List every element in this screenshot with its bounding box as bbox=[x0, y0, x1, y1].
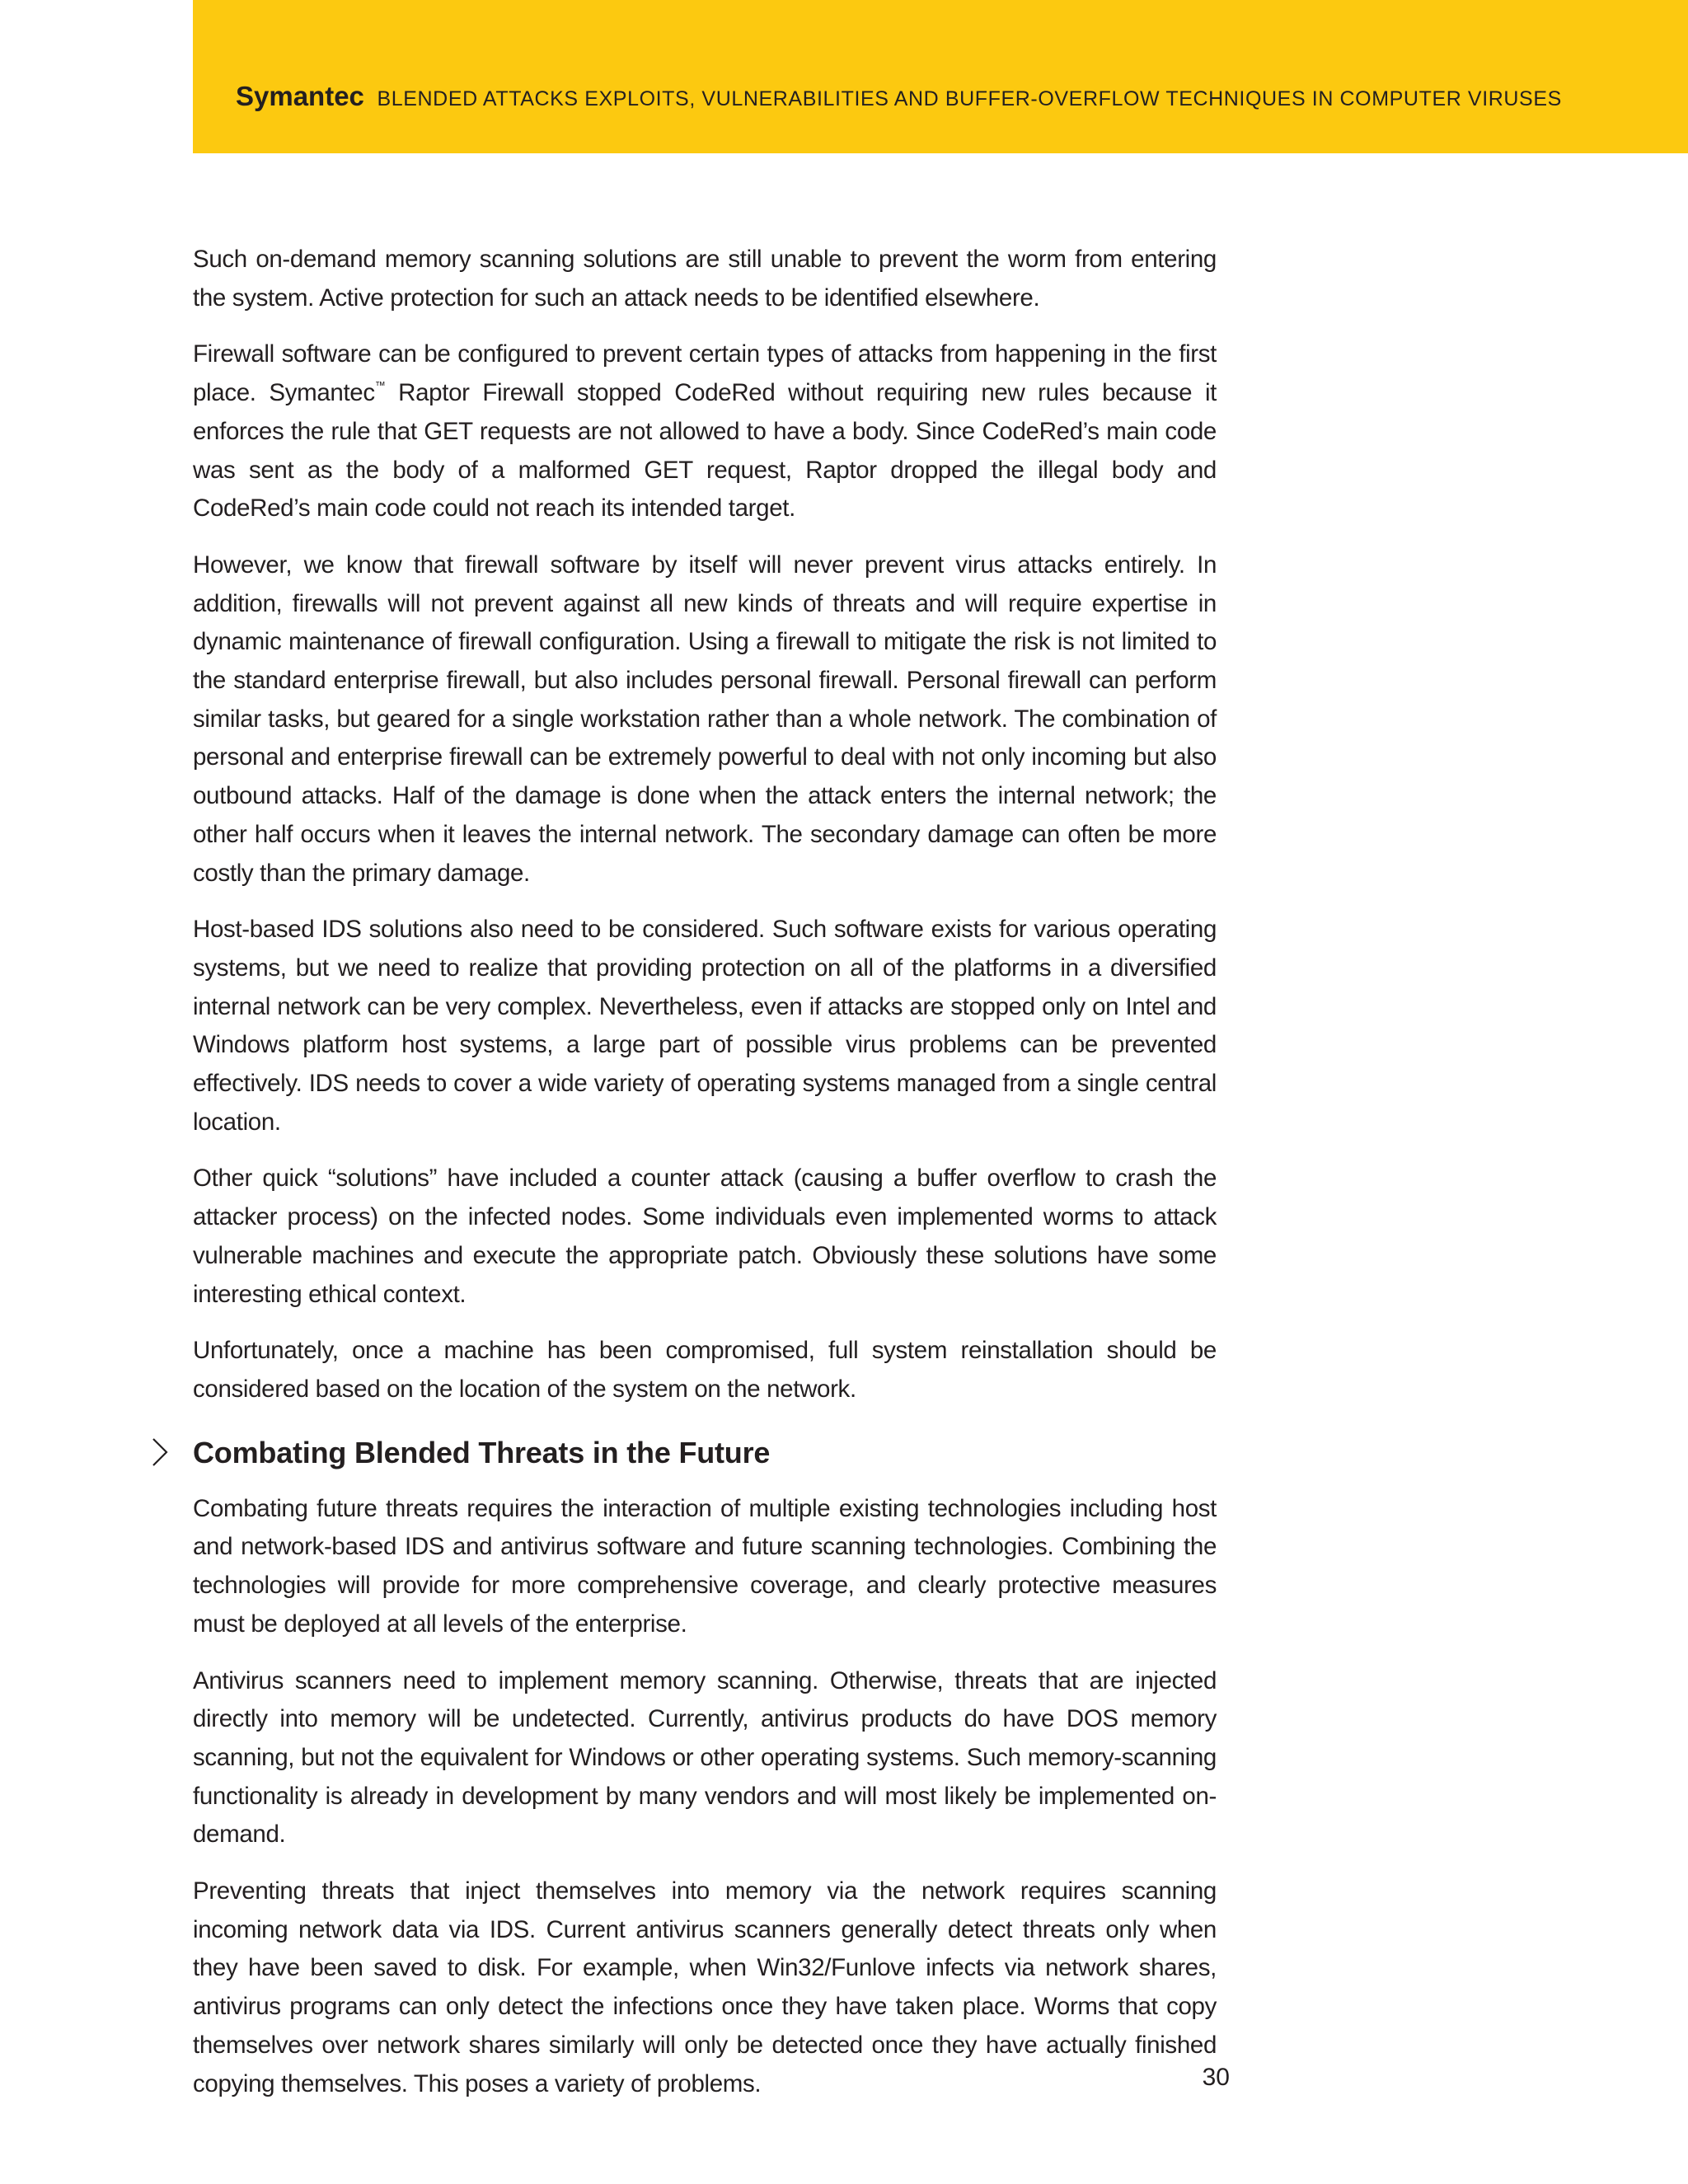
chevron-right-icon bbox=[147, 1436, 173, 1469]
section-header bbox=[193, 1434, 1217, 1472]
brand-name: Symantec bbox=[236, 81, 364, 111]
page-number: 30 bbox=[1202, 2064, 1230, 2091]
body-paragraph bbox=[193, 335, 1217, 528]
paragraph-text: Firewall software can be configured to prevent certain types of attacks from happening in the first place. Symantec bbox=[193, 340, 1217, 407]
body-paragraph: Other quick “solutions” have included a counter attack (causing a buffer overflow to crash the attacker process) on the infected nodes. Some individuals even implemented worms to attack vulnerable machines and execute the appropriate patch. Obviously these solutions have some interesting ethical context. bbox=[193, 1165, 1217, 1308]
body-paragraph: Unfortunately, once a machine has been compromised, full system reinstallation should be considered based on the location of the system on the network. bbox=[193, 1337, 1217, 1403]
body-paragraph: Preventing threats that inject themselves into memory via the network requires scanning incoming network data via IDS. Current antivirus scanners generally detect threats only when they have been saved to disk. For example, when Win32/Funlove infects via network shares, antivirus programs can only detect the infections once they have taken place. Worms that copy themselves over network shares similarly will only be detected once they have actually finished copying themselves. This poses a variety of problems. bbox=[193, 1877, 1217, 2097]
body-paragraph: Combating future threats requires the interaction of multiple existing technologies including host and network-based IDS and antivirus software and future scanning technologies. Combining the technologies will provide for more comprehensive coverage, and clearly protective measures must be deployed at all levels of the enterprise. bbox=[193, 1494, 1217, 1638]
paragraph-text: Raptor Firewall stopped CodeRed without requiring new rules because it enforces the rule that GET requests are not allowed to have a body. Since CodeRed’s main code was sent as the body of a malformed GET request, Raptor dropped the illegal body and CodeRed’s main code could not reach its intended target. bbox=[193, 379, 1217, 523]
section-heading: Combating Blended Threats in the Future bbox=[193, 1435, 771, 1469]
body-paragraph: Host-based IDS solutions also need to be considered. Such software exists for various operating systems, but we need to realize that providing protection on all of the platforms in a diversified internal network can be very complex. Nevertheless, even if attacks are stopped only on Intel and Windows platform host systems, a large part of possible virus problems can be prevented effectively. IDS needs to cover a wide variety of operating systems managed from a single central location. bbox=[193, 916, 1217, 1136]
body-paragraph: However, we know that firewall software by itself will never prevent virus attacks entirely. In addition, firewalls will not prevent against all new kinds of threats and will require expertise in dynamic maintenance of firewall configuration. Using a firewall to mitigate the risk is not limited to the standard enterprise firewall, but also includes personal firewall. Personal firewall can perform similar tasks, but geared for a single workstation rather than a whole network. The combination of personal and enterprise firewall can be extremely powerful to deal with not only incoming but also outbound attacks. Half of the damage is done when the attack enters the internal network; the other half occurs when it leaves the internal network. The secondary damage can often be more costly than the primary damage. bbox=[193, 551, 1217, 887]
document-title: BLENDED ATTACKS EXPLOITS, VULNERABILITIES AND BUFFER-OVERFLOW TECHNIQUES IN COMPUTER VIRUSES bbox=[377, 87, 1562, 110]
body-paragraph: Such on-demand memory scanning solutions are still unable to prevent the worm from entering the system. Active protection for such an attack needs to be identified elsewhere. bbox=[193, 246, 1217, 312]
page-content bbox=[193, 241, 1217, 2121]
trademark-mark: ™ bbox=[374, 379, 386, 392]
body-paragraph: Antivirus scanners need to implement memory scanning. Otherwise, threats that are injected directly into memory will be undetected. Currently, antivirus products do have DOS memory scanning, but not the equivalent for Windows or other operating systems. Such memory-scanning functionality is already in development by many vendors and will most likely be implemented on-demand. bbox=[193, 1666, 1217, 1849]
running-header bbox=[236, 81, 1562, 112]
header-bar bbox=[193, 0, 1688, 153]
